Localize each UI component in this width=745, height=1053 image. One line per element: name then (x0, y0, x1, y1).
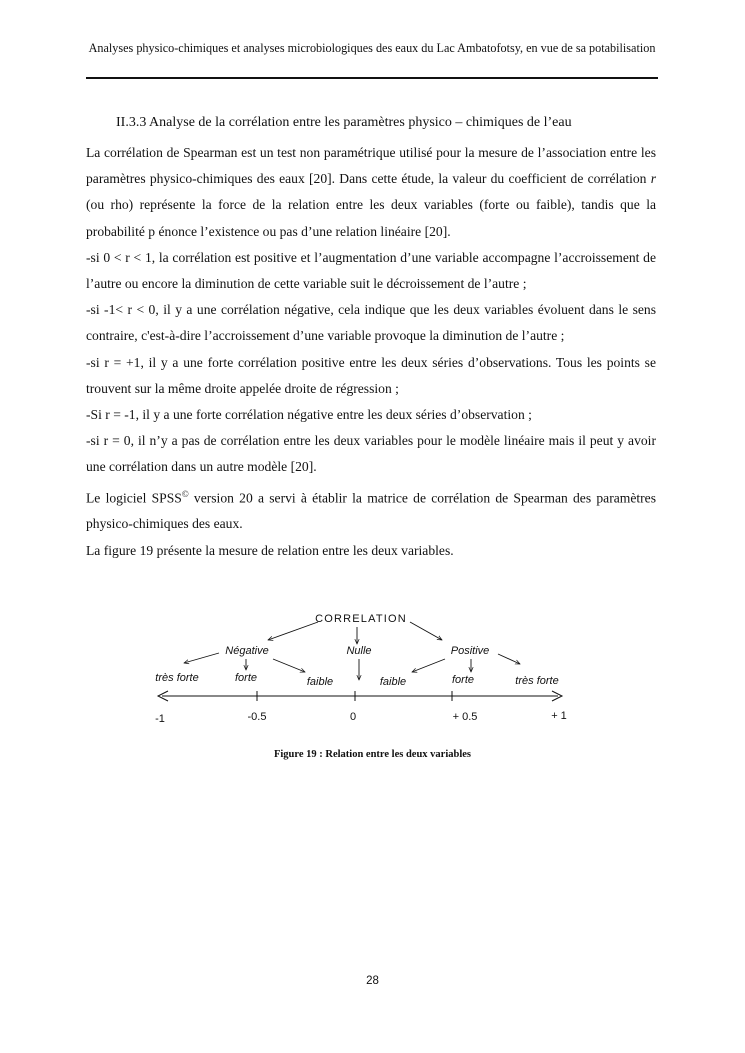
paragraph-negative: -si -1< r < 0, il y a une corrélation négative, cela indique que les deux variables évoluent dans le sens contraire, c'est-à-dire l’accroissement d’une variable provoque la diminution de l’autre ; (86, 302, 656, 344)
arrow-weak-negative (273, 659, 305, 672)
label-null: Nulle (346, 645, 372, 657)
page-number: 28 (366, 975, 379, 987)
arrow-very-strong-negative (184, 653, 219, 663)
label-positive: Positive (450, 645, 490, 657)
tick-label-plus-one: + 1 (551, 710, 567, 722)
paragraph-positive: -si 0 < r < 1, la corrélation est positive et l’augmentation d’une variable accompagne l’accroissement de l’autre ou encore la diminution de cette variable suit le décroissement de l’autre ; (86, 249, 656, 292)
arrow-weak-positive (412, 659, 445, 672)
coefficient-r: r (650, 171, 656, 187)
correlation-diagram (140, 600, 580, 735)
figure-caption: Figure 19 : Relation entre les deux variables (273, 749, 472, 760)
paragraph-spearman (86, 140, 656, 245)
paragraph-minus-one: -Si r = -1, il y a une forte corrélation négative entre les deux séries d’observation ; (86, 407, 532, 423)
section-title: II.3.3 Analyse de la corrélation entre les paramètres physico – chimiques de l’eau (116, 115, 572, 130)
body-text (86, 140, 656, 564)
tick-label-plus-half: + 0.5 (452, 711, 478, 723)
paragraph-figure-intro: La figure 19 présente la mesure de relation entre les deux variables. (86, 542, 454, 558)
running-header: Analyses physico-chimiques et analyses microbiologiques des eaux du Lac Ambatofotsy, en vue de sa potabilisation (88, 41, 656, 55)
tick-label-zero: 0 (349, 711, 357, 723)
copyright-mark: © (181, 488, 189, 499)
paragraph-spss-part2: version 20 a servi à établir la matrice de corrélation de Spearman des paramètres physico-chimiques des eaux. (86, 490, 656, 532)
paragraph-spss-part1: Le logiciel SPSS (86, 490, 182, 506)
label-strong-negative: forte (234, 672, 258, 684)
label-negative: Négative (225, 645, 269, 657)
paragraph-zero: -si r = 0, il n’y a pas de corrélation entre les deux variables pour le modèle linéaire mais il peut y avoir une corrélation dans un autre modèle [20]. (86, 433, 656, 475)
label-weak-negative: faible (306, 676, 334, 688)
header-rule (86, 77, 658, 79)
label-very-strong-negative: très forte (155, 672, 199, 684)
arrow-to-positive (410, 622, 442, 640)
tick-label-minus-half: -0.5 (247, 711, 267, 723)
label-correlation: CORRELATION (315, 613, 407, 625)
paragraph-spearman-part2: (ou rho) représente la force de la relation entre les deux variables (forte ou faible), tandis que la probabilité p énonce l’existence ou pas d’une relation linéaire [20]. (86, 197, 656, 239)
tick-label-minus-one: -1 (155, 713, 165, 725)
label-very-strong-positive: très forte (515, 675, 559, 687)
paragraph-spearman-part1: La corrélation de Spearman est un test non paramétrique utilisé pour la mesure de l’association entre les paramètres physico-chimiques des eaux [20]. Dans cette étude, la valeur du coefficient de corrélation (86, 145, 656, 187)
arrow-to-negative (268, 622, 318, 640)
label-weak-positive: faible (379, 676, 407, 688)
paragraph-spss (86, 481, 656, 538)
arrow-very-strong-positive (498, 654, 520, 664)
label-strong-positive: forte (451, 674, 475, 686)
paragraph-plus-one: -si r = +1, il y a une forte corrélation positive entre les deux séries d’observations. Tous les points se trouvent sur la même droite appelée droite de régression ; (86, 354, 656, 396)
